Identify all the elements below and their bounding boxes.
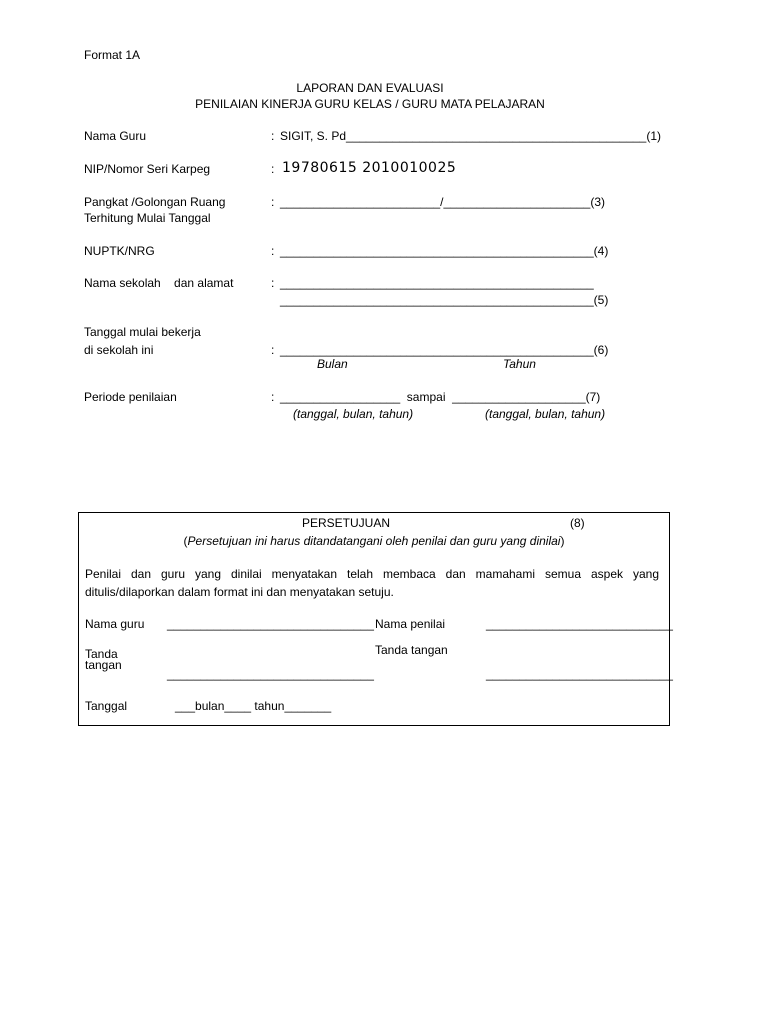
- sub-tahun: Tahun: [503, 357, 536, 371]
- nama-guru-label: Nama Guru: [84, 129, 147, 143]
- colon: :: [271, 195, 275, 209]
- nama-penilai-label: Nama penilai: [375, 617, 446, 631]
- tanda-label-2: tangan: [85, 658, 122, 672]
- persetujuan-number: (8): [570, 516, 585, 530]
- colon: :: [271, 276, 275, 290]
- pangkat-value: ________________________/______________________(3): [280, 195, 605, 209]
- tanda-label-1: Tanda: [85, 647, 118, 661]
- nip-label: NIP/Nomor Seri Karpeg: [84, 162, 211, 176]
- tanggal-label: Tanggal: [85, 699, 128, 713]
- sub-bulan: Bulan: [317, 357, 348, 371]
- nuptk-label: NUPTK/NRG: [84, 244, 155, 258]
- nama-guru-sign-line: _______________________________: [167, 617, 374, 631]
- nip-value: 19780615 2010010025: [282, 160, 457, 176]
- sekolah-label: Nama sekolah dan alamat: [84, 276, 234, 290]
- persetujuan-statement: Penilai dan guru yang dinilai menyatakan telah membaca dan mamahami semua aspek yang ditulis/dilaporkan dalam format ini dan menyatakan setuju.: [85, 567, 659, 599]
- tanda-line-left: _______________________________: [167, 667, 374, 681]
- colon: :: [271, 343, 275, 357]
- sekolah-value-1: _______________________________________________: [280, 276, 594, 290]
- nama-penilai-line: ____________________________: [486, 617, 673, 631]
- periode-label: Periode penilaian: [84, 390, 177, 404]
- colon: :: [271, 244, 275, 258]
- tanggal-mulai-label-1: Tanggal mulai bekerja: [84, 325, 201, 339]
- colon: :: [271, 129, 275, 143]
- periode-value: __________________ sampai ____________________(7): [280, 390, 601, 404]
- title-line-2: PENILAIAN KINERJA GURU KELAS / GURU MATA PELAJARAN: [195, 97, 545, 111]
- nama-guru-sign-label: Nama guru: [85, 617, 145, 631]
- persetujuan-title: PERSETUJUAN: [302, 516, 391, 530]
- periode-sub-1: (tanggal, bulan, tahun): [293, 407, 414, 421]
- periode-sub-2: (tanggal, bulan, tahun): [485, 407, 606, 421]
- colon: :: [271, 390, 275, 404]
- pangkat-label-1: Pangkat /Golongan Ruang: [84, 195, 226, 209]
- colon: :: [271, 162, 275, 176]
- nuptk-value: _______________________________________________(4): [280, 244, 609, 258]
- pangkat-label-2: Terhitung Mulai Tanggal: [84, 211, 211, 225]
- tanggal-value: ___bulan____ tahun_______: [175, 699, 332, 713]
- tanda-line-right: ____________________________: [486, 667, 673, 681]
- persetujuan-note: (Persetujuan ini harus ditandatangani oleh penilai dan guru yang dinilai): [183, 534, 565, 548]
- nama-guru-value: SIGIT, S. Pd_____________________________________________(1): [280, 129, 662, 143]
- title-line-1: LAPORAN DAN EVALUASI: [296, 81, 444, 95]
- tanggal-mulai-value: _______________________________________________(6): [280, 343, 609, 357]
- tanggal-mulai-label-2: di sekolah ini: [84, 343, 154, 357]
- format-label: Format 1A: [84, 48, 141, 62]
- tanda-tangan-label: Tanda tangan: [375, 643, 448, 657]
- sekolah-value-2: _______________________________________________(5): [280, 293, 609, 307]
